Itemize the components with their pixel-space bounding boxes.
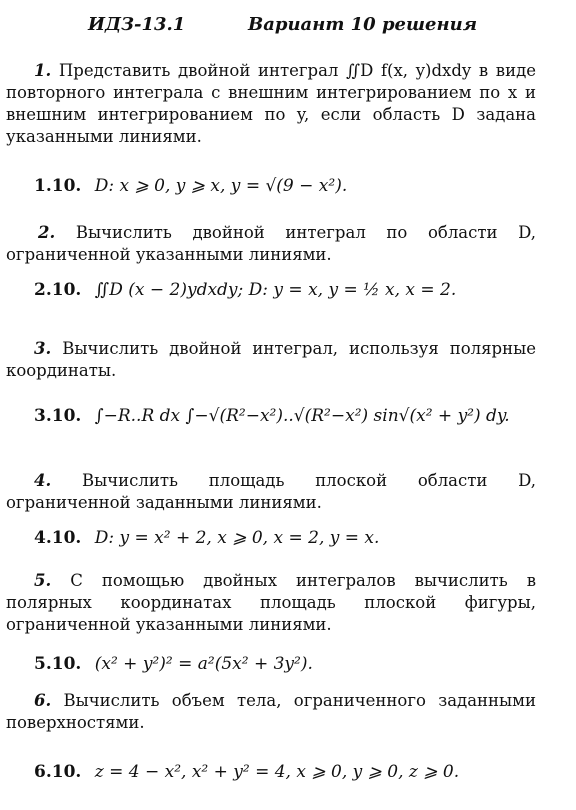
task-6-text: Вычислить объем тела, ограниченного заданными поверхностями. — [6, 691, 536, 732]
task-3-formula-expression: ∫−R..R dx ∫−√(R²−x²)..√(R²−x²) sin√(x² + y²) dy. — [94, 406, 510, 426]
task-1-formula — [34, 176, 347, 196]
task-3-formula-number: 3.10. — [34, 406, 82, 426]
task-3-text: Вычислить двойной интеграл, используя полярные координаты. — [6, 339, 536, 380]
task-4-formula-expression: D: y = x² + 2, x ⩾ 0, x = 2, y = x. — [94, 528, 380, 548]
task-5-formula — [34, 654, 313, 674]
task-6-formula-number: 6.10. — [34, 762, 82, 782]
task-3-statement — [6, 338, 536, 382]
task-6-number: 6. — [34, 691, 52, 710]
task-2-formula-expression: ∬D (x − 2)ydxdy; D: y = x, y = ½ x, x = 2. — [94, 280, 457, 300]
task-2-text: Вычислить двойной интеграл по области D, ограниченной указанными линиями. — [6, 223, 537, 264]
task-1-formula-expression: D: x ⩾ 0, y ⩾ x, y = √(9 − x²). — [94, 176, 348, 196]
task-3-number: 3. — [34, 339, 52, 358]
task-6-formula — [34, 762, 459, 782]
task-6-statement — [6, 690, 536, 734]
task-5-formula-number: 5.10. — [34, 654, 82, 674]
task-5-statement — [6, 570, 536, 636]
task-5-text: С помощью двойных интегралов вычислить в полярных координатах площадь плоской фигуры, ограниченной указанными линиями. — [6, 571, 537, 634]
task-1-statement — [6, 60, 536, 148]
task-6-formula-expression: z = 4 − x², x² + y² = 4, x ⩾ 0, y ⩾ 0, z ⩾ 0. — [94, 762, 460, 782]
task-2-formula — [34, 280, 456, 300]
task-2-formula-number: 2.10. — [34, 280, 82, 300]
document-header — [0, 10, 576, 40]
task-4-text: Вычислить площадь плоской области D, ограниченной заданными линиями. — [6, 471, 537, 512]
task-4-number: 4. — [34, 471, 52, 490]
task-5-formula-expression: (x² + y²)² = a²(5x² + 3y²). — [94, 654, 313, 674]
task-4-formula — [34, 528, 379, 548]
task-4-formula-number: 4.10. — [34, 528, 82, 548]
header-title: ИДЗ-13.1 — [88, 14, 186, 35]
task-5-number: 5. — [34, 571, 52, 590]
task-3-formula — [34, 406, 510, 426]
task-2-number: 2. — [38, 223, 56, 242]
task-4-statement — [6, 470, 536, 514]
task-1-number: 1. — [34, 61, 52, 80]
task-2-statement — [6, 222, 536, 266]
task-1-formula-number: 1.10. — [34, 176, 82, 196]
task-1-text: Представить двойной интеграл ∬D f(x, y)dxdy в виде повторного интеграла с внешним интегрированием по x и внешним интегрированием по y, если область D задана указанными линиями. — [6, 61, 536, 146]
header-variant: Вариант 10 решения — [248, 14, 478, 35]
